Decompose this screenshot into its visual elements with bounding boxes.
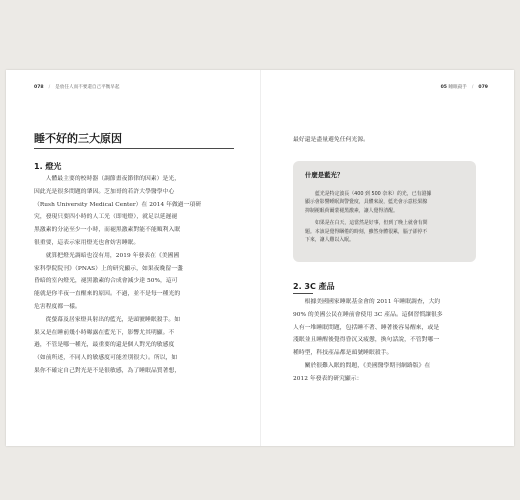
chapter-title: 睡不好的三大原因 [34,132,122,145]
text-line: 抑制褪眠荷爾蒙褪黑激素，讓人覺得清醒。 [305,207,398,214]
chapter-number: 05 [440,85,447,90]
text-line: 最好還是盡量避免任何光源。 [293,137,370,143]
running-head-separator: / [471,85,474,90]
left-running-head-text: 是放任人而不要還自己平衡早起 [55,85,120,90]
text-line: 人體最主要的校時器（調節畫夜節律的因素）是光， [45,176,181,182]
blue-light-callout-box [293,161,476,262]
text-line: 究，發現只要四小時的人工光（即電燈），就足以延遲褪 [34,214,178,221]
text-line: 過，不管是哪一種光，最重要的還是個人對光的敏感度 [34,342,175,349]
text-line: 題。本該是覺得睏倦的時刻，雖然身體很累，腦子卻停不 [305,228,428,235]
text-line: （如前所述，不同人的敏感度可能差別很大）。所以，如 [34,355,178,362]
left-page-number: 078 [34,85,44,90]
callout-body [305,190,431,244]
section-heading-light: 1. 燈光 [34,162,62,171]
book-spread [6,70,514,446]
text-line: 淺眠並且睡醒後覺得昏沉又疲憊，換句話說，不管對哪一 [293,337,440,344]
chapter-title-rule [34,148,234,149]
text-line: 危害程度都一樣。 [34,303,81,310]
right-body-text [293,296,495,386]
text-line: （Rush University Medical Center）在 2014 年做過一項研 [34,201,202,208]
text-line: 種時型，科技產品都是頭號睡眠殺手。 [293,350,393,357]
right-running-head-text: 睡眠殺手 [448,85,467,90]
left-running-head [34,84,119,90]
text-line: 如果是在白天，這當然是好事，但到了晚上就會有問 [315,220,428,227]
text-line: 昏暗的室內燈光，褪黑激素的合成會減少達 50%，這可 [34,278,178,285]
text-line: 黑激素的分泌至少一小時，而褪黑激素對能不能順利入眠 [34,227,181,234]
callout-title: 什麼是藍光？ [305,171,344,179]
section-heading-rule [293,293,313,294]
text-line: 2012 年發表的研究顯示： [293,375,363,382]
right-running-head [441,84,488,90]
text-line: 果又是在睡前幾小時曝露在藍光下，影響尤其明顯。不 [34,329,175,336]
text-line: 根據美國國家睡眠基金會的 2011 年睡眠調查，大約 [304,299,441,305]
section-heading-3c: 2. 3C 產品 [293,282,335,291]
text-line: 90% 的美國公民在睡前會使用 3C 產品。這個習慣讓很多 [293,311,443,318]
text-line: 關於很難入眠的問題，《美國醫學期刊網路版》在 [304,362,431,369]
text-line: 下來，讓人難以入眠。 [305,237,354,244]
text-line: 很重要，這表示家用燈光也會妨害睡眠。 [34,239,140,246]
right-page-number: 079 [478,85,488,90]
text-line: 因此光是很多問題的肇因。芝加哥的若許大學醫學中心 [34,188,175,195]
left-body-text [34,173,240,378]
right-intro-text [293,134,493,147]
text-line: 藍光是特定波長（400 到 500 奈米）的光，已有證據 [315,191,432,197]
text-line: 就算把燈光調暗也沒有用，2019 年發表在《美國國 [45,252,180,259]
text-line: 家科學院院刊》（PNAS）上的研究顯示，如果夜晚留一盞 [34,265,183,272]
left-page [6,70,260,446]
text-line: 果你不確定自己對光是不是很敏感，為了睡眠品質著想， [34,367,181,374]
right-page [261,70,514,446]
running-head-separator: / [48,85,51,90]
text-line: 能就是你半夜一直醒來的原因。不過，並不是每一種光的 [34,291,181,298]
text-line: 人有一堆睡眠問題，包括睡不著、睡著後容易醒來，或是 [293,324,440,331]
text-line: 顯示會影響睡眠與警覺度，具體來說，藍光會示意松果腺 [305,199,428,206]
text-line: 從螢幕及居家燈具射出的藍光，是頭號睡眠殺手。如 [45,316,181,323]
